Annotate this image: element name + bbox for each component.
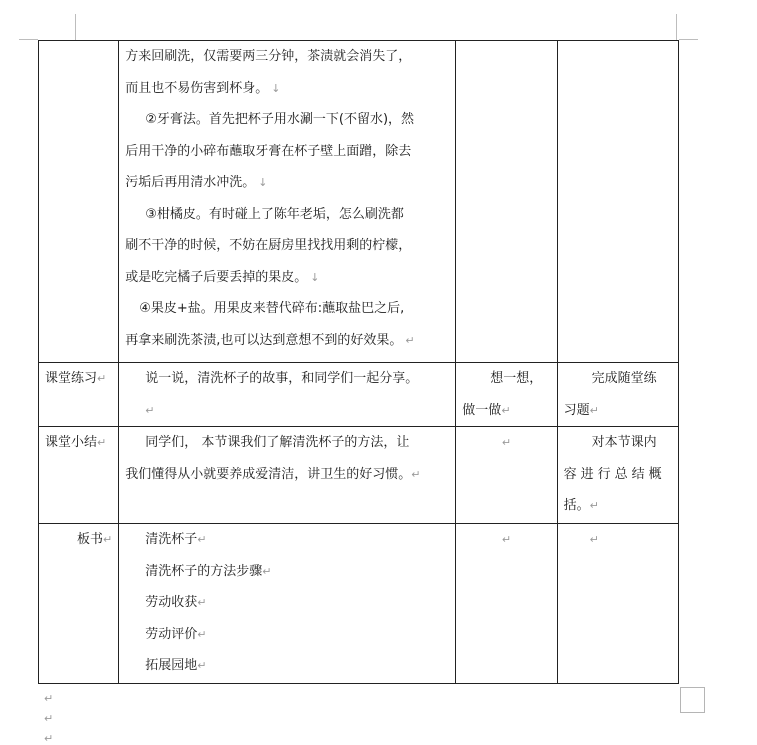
practice-return: ↵ [145, 403, 155, 417]
practice-content: 说一说，清洗杯子的故事，和同学们一起分享。 [145, 371, 419, 386]
practice-col4-cell [557, 363, 678, 427]
board-label-cell: 板书↵ [39, 524, 119, 684]
crop-mark-top-right-h [679, 39, 698, 40]
board-item-2: 清洗杯子的方法步骤↵ [145, 563, 272, 579]
table-row-methods [39, 41, 679, 363]
methods-label-cell [39, 41, 119, 363]
crop-mark-top-left-h [19, 39, 38, 40]
methods-content-cell [119, 41, 456, 363]
methods-line-9: ④果皮+盐。用果皮来替代碎布:蘸取盐巴之后, [139, 301, 405, 316]
board-item-4: 劳动评价↵ [145, 626, 207, 642]
paragraph-mark-1: ↵ [44, 692, 54, 705]
methods-line-10: 再拿来刷洗茶渍,也可以达到意想不到的好效果。 ↵ [125, 332, 415, 348]
methods-line-1: 方来回刷洗，仅需要两三分钟，茶渍就会消失了， [125, 49, 412, 64]
paragraph-mark-3: ↵ [44, 732, 54, 745]
summary-col3-return: ↵ [501, 436, 512, 449]
crop-mark-top-right-v [676, 14, 677, 40]
practice-col4-line1: 完成随堂练 [591, 371, 657, 386]
practice-col3-cell [456, 363, 557, 427]
summary-col3-cell [456, 427, 557, 524]
table-row-practice [39, 363, 679, 427]
practice-label-cell: 课堂练习↵ [39, 363, 119, 427]
methods-line-4: 后用干净的小碎布蘸取牙膏在杯子壁上面蹭，除去 [125, 143, 412, 159]
practice-col3-line1: 想一想， [490, 371, 543, 386]
board-item-1: 清洗杯子↵ [145, 532, 207, 547]
methods-line-2: 而且也不易伤害到杯身。 ↓ [125, 80, 281, 96]
summary-content-cell [119, 427, 456, 524]
summary-content-line1: 同学们， 本节课我们了解清洗杯子的方法，让 [145, 435, 410, 450]
table-row-summary [39, 427, 679, 524]
practice-content-cell [119, 363, 456, 427]
summary-col4-line3: 括。↵ [563, 498, 599, 513]
summary-col4-line2: 容进行总结概 [563, 466, 666, 482]
summary-col4-line1: 对本节课内 [591, 435, 657, 450]
page-corner-box [680, 687, 705, 713]
summary-content-line2: 我们懂得从小就要养成爱清洁，讲卫生的好习惯。↵ [125, 466, 421, 482]
board-col3-return: ↵ [501, 533, 512, 546]
board-item-5: 拓展园地↵ [145, 658, 207, 673]
practice-label: 课堂练习 [45, 371, 98, 386]
board-col4-cell [557, 524, 678, 684]
crop-mark-top-left-v [75, 14, 76, 40]
methods-col3-cell [456, 41, 557, 363]
lesson-plan-table [38, 40, 679, 684]
methods-line-5: 污垢后再用清水冲洗。 ↓ [125, 175, 268, 190]
methods-line-7: 刷不干净的时候，不妨在厨房里找找用剩的柠檬， [125, 238, 412, 253]
methods-line-8: 或是吃完橘子后要丢掉的果皮。 ↓ [125, 269, 320, 285]
methods-line-3: ②牙膏法。首先把杯子用水涮一下(不留水)，然 [145, 112, 415, 127]
summary-col4-cell [557, 427, 678, 524]
table-row-board [39, 524, 679, 684]
practice-col3-line2: 做一做↵ [462, 402, 511, 418]
methods-line-6: ③柑橘皮。有时碰上了陈年老垢，怎么刷洗都 [145, 206, 404, 222]
summary-label: 课堂小结 [45, 435, 98, 450]
methods-col4-cell [557, 41, 678, 363]
board-label: 板书 [77, 532, 104, 547]
board-col4-return: ↵ [589, 533, 599, 546]
board-item-3: 劳动收获↵ [145, 595, 207, 610]
board-content-cell [119, 524, 456, 684]
practice-col4-line2: 习题↵ [563, 402, 599, 418]
summary-label-cell: 课堂小结↵ [39, 427, 119, 524]
board-col3-cell [456, 524, 557, 684]
paragraph-mark-2: ↵ [44, 712, 54, 725]
